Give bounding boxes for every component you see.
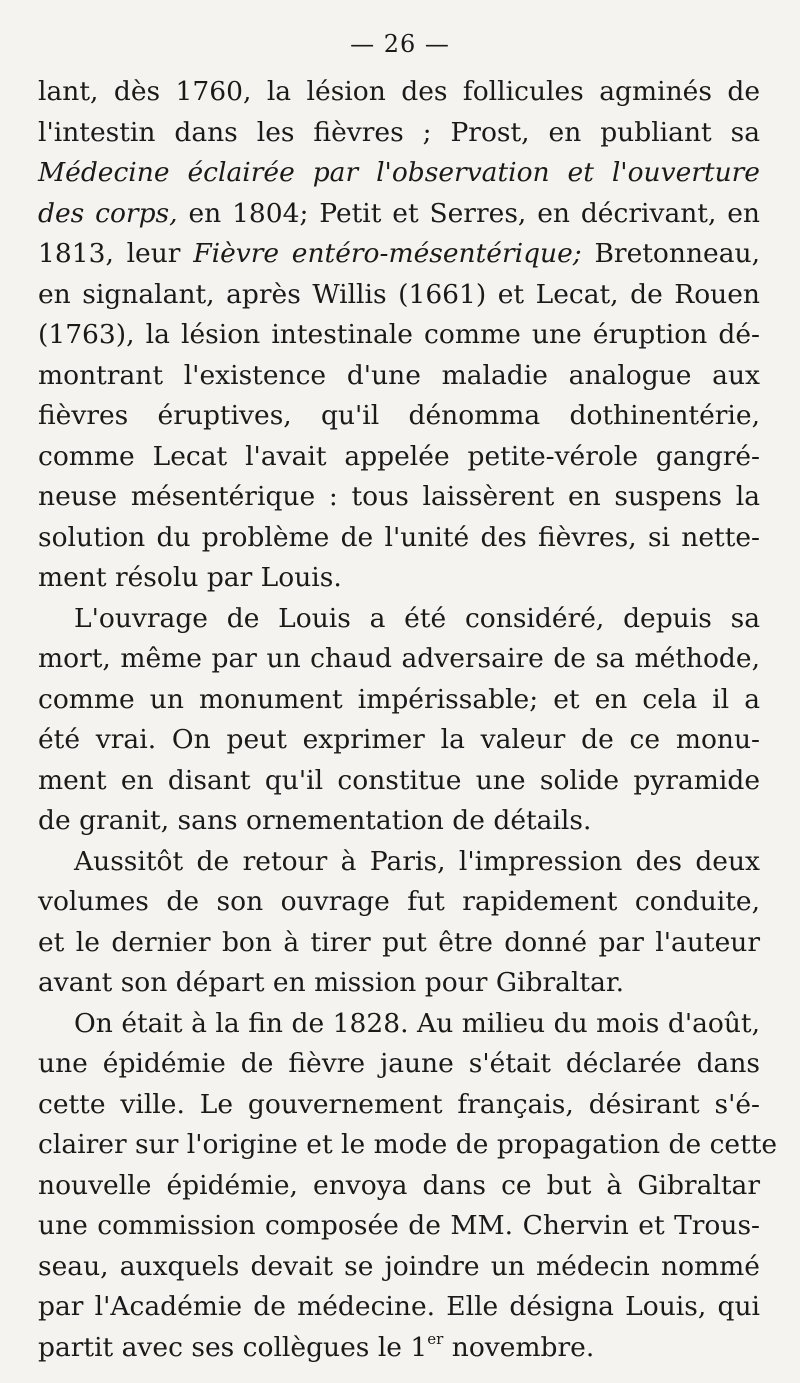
italic-title: des corps, (38, 197, 178, 229)
text-line: fièvres éruptives, qu'il dénomma dothinentérie, (38, 400, 760, 431)
superscript: er (427, 1329, 444, 1348)
text-line: été vrai. On peut exprimer la valeur de ce monu- (38, 724, 760, 755)
body-text (38, 72, 778, 1368)
text-line: comme Lecat l'avait appelée petite-vérole gangré- (38, 440, 760, 472)
text-line: (1763), la lésion intestinale comme une éruption dé- (38, 319, 760, 350)
text-line: mort, même par un chaud adversaire de sa méthode, (38, 643, 760, 674)
text-line: ment résolu par Louis. (38, 562, 342, 593)
paragraph (38, 1004, 778, 1369)
text-line: seau, auxquels devait se joindre un médecin nommé (38, 1250, 760, 1282)
text-line: une épidémie de fièvre jaune s'était déclarée dans (38, 1048, 760, 1079)
paragraph (38, 72, 760, 599)
text-line: solution du problème de l'unité des fièvres, si nette- (38, 521, 760, 553)
text-line: une commission composée de MM. Chervin et Trous- (38, 1210, 760, 1241)
text-line: neuse mésentérique : tous laissèrent en suspens la (38, 481, 760, 512)
text-line: volumes de son ouvrage fut rapidement conduite, (38, 886, 760, 917)
text-line: nouvelle épidémie, envoya dans ce but à Gibraltar (38, 1169, 760, 1201)
text-line: 1813, leur Fièvre entéro-mésentérique; Bretonneau, (38, 238, 760, 269)
italic-title: Médecine éclairée par l'observation et l'ouverture (38, 157, 760, 188)
text-line: avant son départ en mission pour Gibraltar. (38, 967, 625, 998)
text-line: et le dernier bon à tirer put être donné par l'auteur (38, 926, 760, 958)
text-line: comme un monument impérissable; et en cela il a (38, 683, 760, 715)
text-line: l'intestin dans les fièvres ; Prost, en publiant sa (38, 116, 760, 148)
text-line (38, 153, 760, 194)
text-line: partit avec ses collègues le 1er novembre. (38, 1329, 595, 1363)
text-line: cette ville. Le gouvernement français, désirant s'é- (38, 1088, 760, 1120)
page-number: — 26 — (350, 30, 450, 58)
text-line: ment en disant qu'il constitue une solide pyramide (38, 764, 760, 796)
text-line: On était à la fin de 1828. Au milieu du mois d'août, (74, 1007, 760, 1039)
text-line: Aussitôt de retour à Paris, l'impression des deux (74, 845, 760, 877)
text-line: clairer sur l'origine et le mode de propagation de cette (38, 1129, 778, 1160)
text-line: lant, dès 1760, la lésion des follicules agminés de (38, 76, 760, 107)
text-line: par l'Académie de médecine. Elle désigna Louis, qui (38, 1291, 760, 1322)
italic-title: Fièvre entéro-mésentérique; (193, 238, 582, 269)
text-line: en signalant, après Willis (1661) et Lecat, de Rouen (38, 278, 760, 310)
text-line: montrant l'existence d'une maladie analogue aux (38, 359, 760, 391)
paragraph (38, 842, 760, 1004)
text-line: des corps, en 1804; Petit et Serres, en décrivant, en (38, 197, 761, 229)
paragraph (38, 599, 760, 842)
text-line: de granit, sans ornementation de détails. (38, 805, 592, 836)
text-line: L'ouvrage de Louis a été considéré, depuis sa (74, 602, 760, 634)
